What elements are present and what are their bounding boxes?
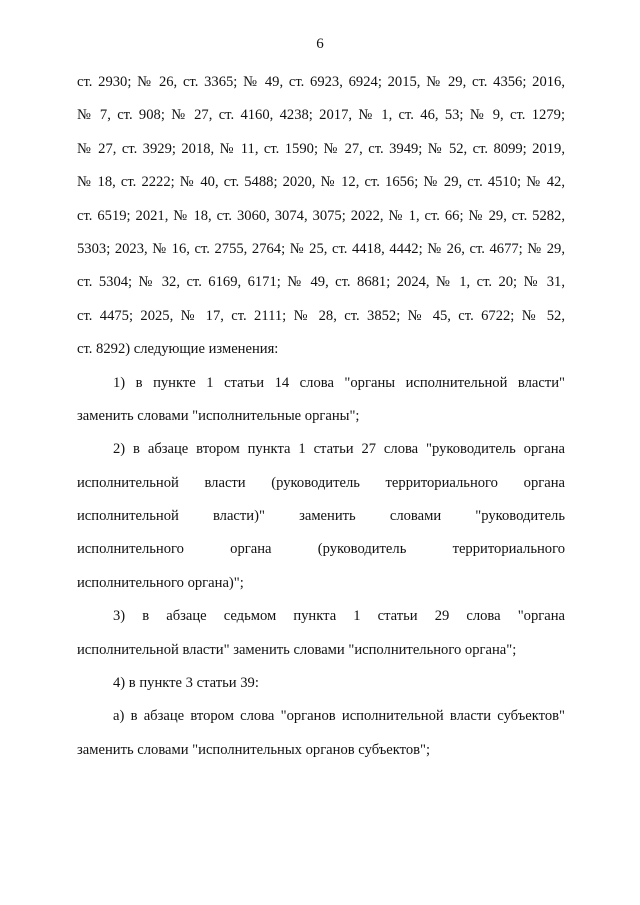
text-line: исполнительной власти)" заменить словами "руководитель: [77, 508, 565, 525]
text-line: ст. 5304; № 32, ст. 6169, 6171; № 49, ст. 8681; 2024, № 1, ст. 20; № 31,: [77, 274, 565, 291]
item-2-paragraph: [77, 433, 565, 600]
page-number: 6: [316, 36, 324, 52]
text-line: 2) в абзаце втором пункта 1 статьи 27 слова "руководитель органа: [113, 441, 565, 458]
text-line: заменить словами "исполнительные органы";: [77, 407, 360, 424]
text-line: исполнительного органа (руководитель территориального: [77, 541, 565, 558]
text-line: № 18, ст. 2222; № 40, ст. 5488; 2020, № 12, ст. 1656; № 29, ст. 4510; № 42,: [77, 174, 565, 191]
text-line: № 7, ст. 908; № 27, ст. 4160, 4238; 2017, № 1, ст. 46, 53; № 9, ст. 1279;: [77, 107, 565, 124]
text-line: ст. 8292) следующие изменения:: [77, 341, 279, 358]
text-line: исполнительной власти (руководитель территориального органа: [77, 474, 565, 491]
text-line: 4) в пункте 3 статьи 39:: [113, 675, 259, 692]
text-line: а) в абзаце втором слова "органов исполнительной власти субъектов": [113, 708, 565, 725]
text-line: ст. 6519; 2021, № 18, ст. 3060, 3074, 3075; 2022, № 1, ст. 66; № 29, ст. 5282,: [77, 207, 565, 224]
item-4-paragraph: [77, 667, 565, 700]
text-line: исполнительной власти" заменить словами "исполнительного органа";: [77, 641, 517, 658]
document-body: [77, 66, 565, 767]
text-line: исполнительного органа)";: [77, 574, 244, 591]
text-line: 3) в абзаце седьмом пункта 1 статьи 29 слова "органа: [113, 608, 565, 625]
text-line: 5303; 2023, № 16, ст. 2755, 2764; № 25, ст. 4418, 4442; № 26, ст. 4677; № 29,: [77, 240, 565, 257]
item-3-paragraph: [77, 600, 565, 667]
text-line: ст. 4475; 2025, № 17, ст. 2111; № 28, ст. 3852; № 45, ст. 6722; № 52,: [77, 307, 565, 324]
text-line: заменить словами "исполнительных органов субъектов";: [77, 741, 431, 758]
citation-paragraph: [77, 66, 565, 367]
item-1-paragraph: [77, 367, 565, 434]
text-line: ст. 2930; № 26, ст. 3365; № 49, ст. 6923, 6924; 2015, № 29, ст. 4356; 2016,: [77, 74, 565, 90]
text-line: № 27, ст. 3929; 2018, № 11, ст. 1590; № 27, ст. 3949; № 52, ст. 8099; 2019,: [77, 140, 565, 157]
text-line: 1) в пункте 1 статьи 14 слова "органы исполнительной власти": [113, 374, 565, 391]
item-4a-paragraph: [77, 700, 565, 767]
